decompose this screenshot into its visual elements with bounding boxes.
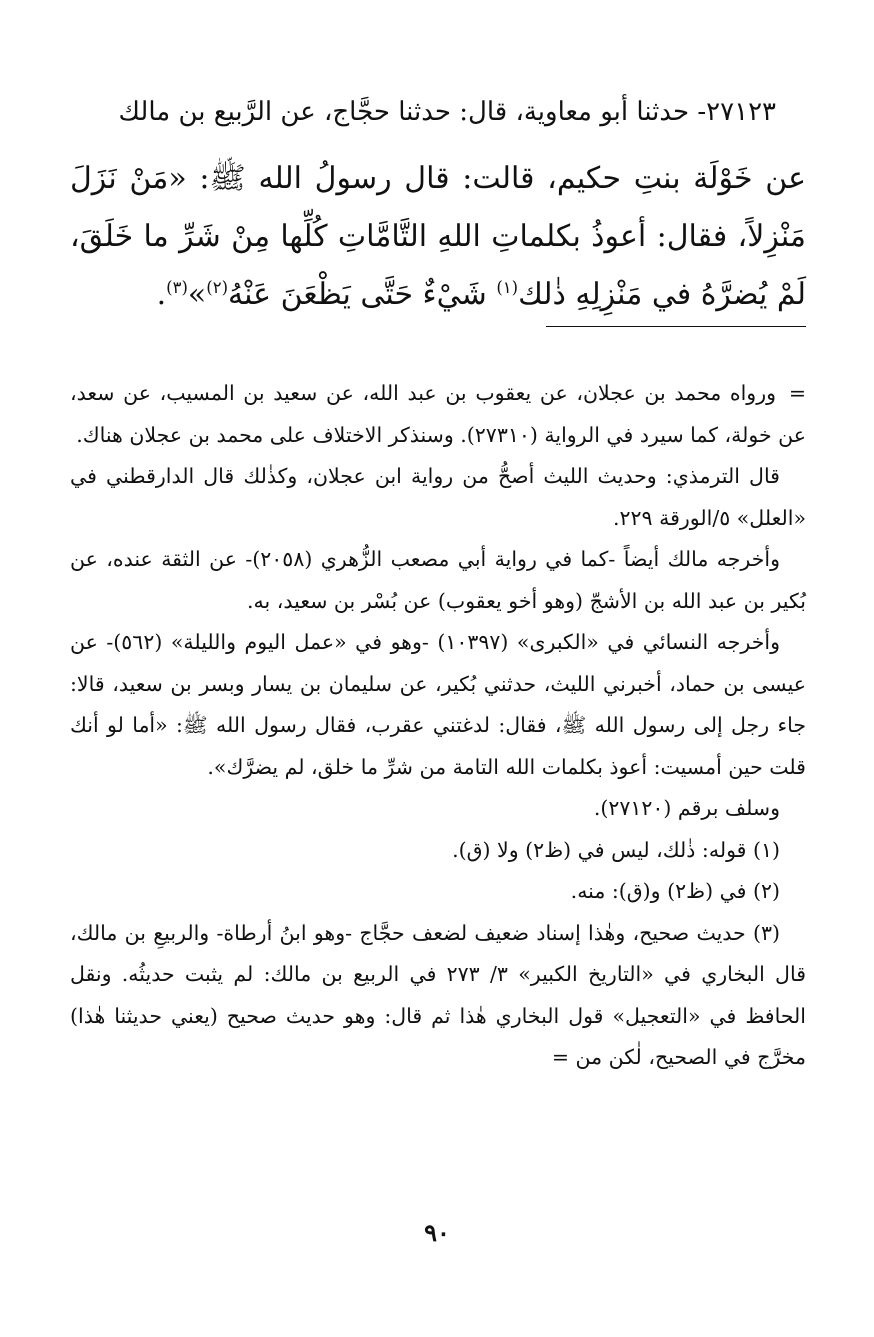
footnote-paragraph xyxy=(70,373,806,456)
page-number: ٩٠ xyxy=(424,1218,450,1247)
footnote-3-text: (٣) حديث صحيح، وهٰذا إسناد ضعيف لضعف حجَّاج -وهو ابنُ أرطاة- والربيعِ بن مالك، قال البخاري في «التاريخ الكبير» ٣/ ٢٧٣ في الربيع بن مالك: لم يثبت حديثُه. ونقل الحافظ في «التعجيل» قول البخاري هٰذا ثم قال: وهو حديث صحيح (يعني حديثنا هٰذا) مخرَّج في الصحيح، لٰكن من xyxy=(70,920,806,1069)
footnotes-section xyxy=(70,373,806,1079)
footnote-separator xyxy=(546,326,806,327)
footnote-3 xyxy=(70,913,806,1079)
footnote-1: (١) قوله: ذٰلك، ليس في (ظ٢) ولا (ق). xyxy=(452,837,780,862)
footnote-para-2: قال الترمذي: وحديث الليث أصحُّ من رواية ابن عجلان، وكذٰلك قال الدارقطني في «العلل» ٥/الورقة ٢٢٩. xyxy=(70,464,806,530)
footnote-ref-1: (١) xyxy=(496,278,519,297)
footnote-2: (٢) في (ظ٢) و(ق): منه. xyxy=(570,879,780,903)
hadith-main-text xyxy=(70,86,806,324)
footnote-para-4: وأخرجه النسائي في «الكبرى» (١٠٣٩٧) -وهو في «عمل اليوم والليلة» (٥٦٢)- عن عيسى بن حماد، أخبرني الليث، حدثني بُكير، عن سليمان بن يسار وبسر بن سعيد، قالا: جاء رجل إلى رسول الله ﷺ، فقال: لدغتني عقرب، فقال رسول الله ﷺ: «أما لو أنك قلت حين أمسيت: أعوذ بكلمات الله التامة من شرِّ ما خلق، لم يضرَّك». xyxy=(70,630,806,779)
hadith-isnad: ٢٧١٢٣- حدثنا أبو معاوية، قال: حدثنا حجَّاج، عن الرَّبيع بن مالك xyxy=(118,97,776,127)
matn-end: . xyxy=(156,277,167,312)
matn-text-continued: شَيْءٌ حَتَّى يَظْعَنَ عَنْهُ xyxy=(228,277,497,312)
footnote-ref-2: (٢) xyxy=(206,278,229,297)
matn-text: عن خَوْلَة بنتِ حكيم، قالت: قال رسولُ الله ﷺ: «مَنْ نَزَلَ مَنْزِلاً، فقال: أعوذُ بكلماتِ اللهِ التَّامَّاتِ كُلِّها مِنْ شَرِّ ما خَلَقَ، لَمْ يُضرَّهُ في مَنْزِلِهِ ذٰلك xyxy=(70,161,806,312)
hadith-matn xyxy=(70,150,806,324)
footnote-para-3: وأخرجه مالك أيضاً -كما في رواية أبي مصعب الزُّهري (٢٠٥٨)- عن الثقة عنده، عن بُكير بن عبد الله بن الأشجّ (وهو أخو يعقوب) عن بُسْر بن سعيد، به. xyxy=(70,547,806,613)
page-body xyxy=(70,86,806,1079)
footnote-3-continues-mark: = xyxy=(551,1045,569,1069)
footnote-para-1: ورواه محمد بن عجلان، عن يعقوب بن عبد الله، عن سعيد بن المسيب، عن سعد، عن خولة، كما سيرد في الرواية (٢٧٣١٠). وسنذكر الاختلاف على محمد بن عجلان هناك. xyxy=(70,381,806,447)
matn-close-quote: » xyxy=(187,277,207,312)
footnote-ref-3: (٣) xyxy=(166,278,188,297)
continuation-mark: = xyxy=(788,381,806,405)
footnote-para-5: وسلف برقم (٢٧١٢٠). xyxy=(593,796,780,820)
